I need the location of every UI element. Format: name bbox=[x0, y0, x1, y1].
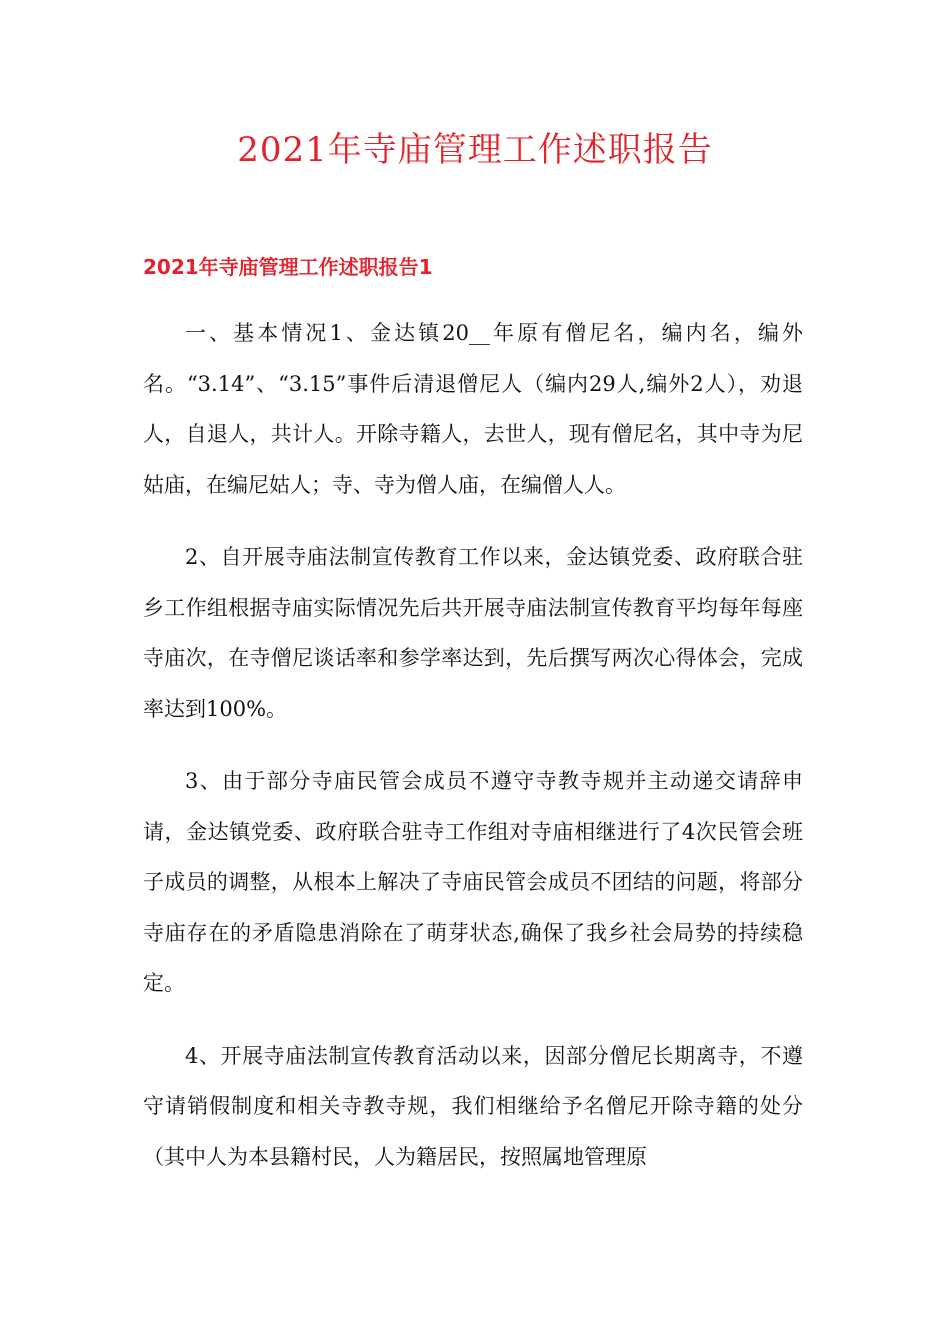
section-heading: 2021年寺庙管理工作述职报告1 bbox=[143, 255, 433, 279]
paragraph-1: 一、基本情况1、金达镇20__年原有僧尼名，编内名，编外名。“3.14”、“3.15”事件后清退僧尼人（编内29人,编外2人），劝退人，自退人，共计人。开除寺籍人，去世人，现有僧尼名，其中寺为尼姑庙，在编尼姑人；寺、寺为僧人庙，在编僧人人。 bbox=[143, 321, 803, 497]
document-body bbox=[143, 308, 803, 1204]
document-title: 2021年寺庙管理工作述职报告 bbox=[237, 130, 713, 170]
paragraph-4: 4、开展寺庙法制宣传教育活动以来，因部分僧尼长期离寺，不遵守请销假制度和相关寺教寺规，我们相继给予名僧尼开除寺籍的处分（其中人为本县籍村民，人为籍居民，按照属地管理原 bbox=[143, 1043, 803, 1169]
paragraph-3: 3、由于部分寺庙民管会成员不遵守寺教寺规并主动递交请辞申请，金达镇党委、政府联合驻寺工作组对寺庙相继进行了4次民管会班子成员的调整，从根本上解决了寺庙民管会成员不团结的问题，将部分寺庙存在的矛盾隐患消除在了萌芽状态,确保了我乡社会局势的持续稳定。 bbox=[143, 769, 803, 995]
paragraph-2: 2、自开展寺庙法制宣传教育工作以来，金达镇党委、政府联合驻乡工作组根据寺庙实际情况先后共开展寺庙法制宣传教育平均每年每座寺庙次，在寺僧尼谈话率和参学率达到，先后撰写两次心得体会，完成率达到100%。 bbox=[143, 545, 803, 721]
